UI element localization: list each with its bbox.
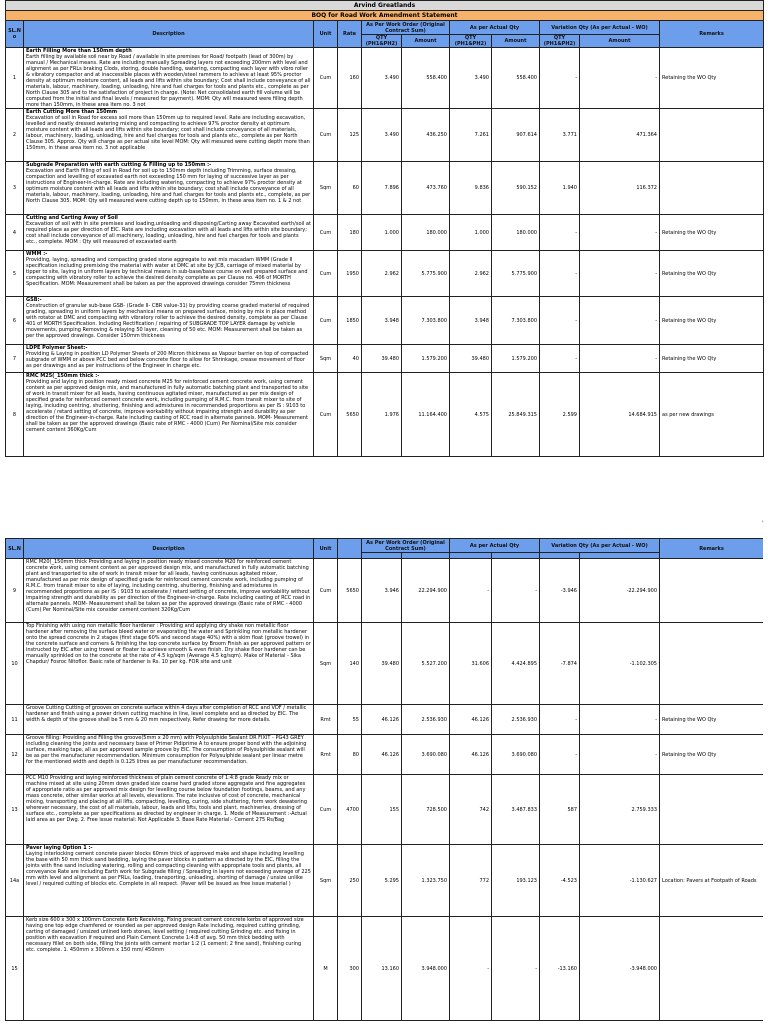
row-description-text: Excavation and Earth filling of soil in Road for soil up to 150mm depth including Trimming, surface dressing, compaction and levelling of excavated earth not exceeding 150 mm for laying of successive layer as per instructions of Engineer-in-charge. Rate are including watering, compacting to achieve 97% proctor density at optimum moisture content with all leads and lifts within site boundary; cost shall include conveyance of all materials, labour, machinery, loading, unloading, hire and fuel charges for tools and plants etc., complete, as per North Clause 305. MOM: Qty will measured were cutting depth up to 150mm, in these area item no. 1 & 2 not [26, 168, 311, 204]
row-description-text: Groove filling: Providing and Filling the groove(5mm x 20 mm) with Polysulphide Sealant DR FIXIT - PG43 GREY including cleaning the joints and necessary base of Primer Pidiprime A to ensure proper bond with the adjoining surface, masking tape, all as per approved sample groove by EIC. The consumption of Polysulphide sealant will be as per the manufacturer recommendation. Minimum consumption for Polysulphide sealant per linear metre for the mentioned width and depth is 0.125 litres as per manufacturer recommendation. [26, 735, 307, 765]
table-row [6, 345, 764, 373]
row-rate: 55 [338, 705, 362, 735]
row-rate: 160 [338, 48, 362, 109]
row-actual-qty: 772 [450, 845, 492, 917]
row-wo-amount: 436.250 [402, 109, 450, 162]
row-unit: Sqm [314, 345, 338, 373]
row-wo-qty: 3.490 [362, 48, 402, 109]
row-wo-amount: 7.303.800 [402, 297, 450, 345]
row-description [24, 48, 314, 109]
row-remarks: Retaining the WO Qty [660, 48, 764, 109]
header-slno: SL.N o [6, 21, 24, 48]
row-wo-amount: 3.948.000 [402, 917, 450, 1021]
row-remarks: Retaining the WO Qty [660, 251, 764, 297]
header-amount-wo: Amount [402, 35, 450, 48]
table-row [6, 735, 764, 775]
row-slno: 13 [6, 775, 24, 845]
row-actual-qty: 2.962 [450, 251, 492, 297]
row-description-text: Providing and laying in position ready mixed concrete M25 for reinforced cement concrete work, using cement content as per approved design mix, and manufactured in fully automatic batching plant and transported to site of work in transit mixer for all leads, having continuous agitated mixer, manufactured as per mix design of specified grade for reinforced cement concrete work, including pumping of R.M.C. from transit mixer to site of laying, including centring, shuttering, finishing and admixtures in recommended proportions as per IS : 9103 to accelerate / retard setting of concrete, improve workability without impairing strength and durability as per direction of the Engineer-in-charge. Rate including casting of RCC road in alternate pannels. MOM- Measurement shall be taken as per the approved drawings (Basic rate of RMC - 4000 (Cum) Per Nominal/Site mix consider cement content 360Kg/Cum [26, 379, 309, 433]
boq-rows-page-1 [6, 48, 764, 457]
row-actual-amount: 193.123 [492, 845, 540, 917]
row-variation-qty: -3.946 [540, 559, 580, 623]
header-amount-actual: Amount [492, 35, 540, 48]
row-description-text: Top Finishing with using non metallic floor hardener : Providing and applying dry shake non metallic floor hardener after removing the surface bleed water or evaporating the water and Sprinkling non metallic hardener onto the spread concrete in 2 stages (first stage 60% and second stage 40%) with a skim float (groove trowel) in the concrete surface and corners & finishing the top concrete surface by Broom Finish as per approved pattern or instructed by EIC after using trowel or floater to achieve smooth & even finish. Dry shake floor hardener can be manually sprinkled on to the concrete at the rate of 4.5 kg/sqm (Average 4.5 kg/sqm). Make of Material - Sika Chapdur/ Fosroc Nitoflor. Basic rate of hardener is Rs. 10 per kg. FOR site and unit [26, 623, 311, 665]
row-actual-qty: 742 [450, 775, 492, 845]
row-slno: 2 [6, 109, 24, 162]
row-rate: 180 [338, 215, 362, 251]
row-variation-amount: 2.759.333 [580, 775, 660, 845]
header-actual-group: As per Actual Qty [450, 21, 540, 35]
table-row [6, 917, 764, 1021]
row-remarks: Retaining the WO Qty [660, 705, 764, 735]
row-description-text: Providing, laying, spreading and compacting graded stone aggregate to wet mix macadam WMM (Grade II specification including premixing the material with water at DMC at site by JCB, carriage of mixed material by tipper to site, laying in uniform layers by technical means in sub-base/base course on well prepared surface and compacting with vibratory roller to achieve the desired density complete as per Clause no. 406 of MORTH Specification. MOM: Measurement shall be taken as per the approved drawings consider 75mm thickness [26, 257, 308, 287]
row-description-text: Excavation of soil with in site premises and loading,unloading and disposing/Carting away Excavated earth/soil at required place as per direction of EIC. Rate are including excavation with all leads and lifts within site boundary; cost shall include conveyance of all machinery, loading, unloading, hire and fuel charges for tools and plants etc., complete. MOM : Qty will measured of excavated earth [26, 221, 311, 245]
row-description [24, 559, 314, 623]
row-variation-amount: - [580, 48, 660, 109]
header-amount-variation: Amount [580, 35, 660, 48]
row-wo-qty: 1.976 [362, 373, 402, 457]
row-variation-amount: - [580, 345, 660, 373]
header-variation-group: Variation Qty (As per Actual - WO) [540, 21, 660, 35]
row-actual-amount: 3.690.080 [492, 735, 540, 775]
row-wo-amount: 22.294.900 [402, 559, 450, 623]
row-rate: 140 [338, 623, 362, 705]
row-actual-qty: 46.126 [450, 735, 492, 775]
table-row [6, 705, 764, 735]
row-variation-qty: -7.874 [540, 623, 580, 705]
row-variation-amount: - [580, 735, 660, 775]
row-unit: Cum [314, 373, 338, 457]
row-rate: 1850 [338, 297, 362, 345]
row-variation-qty: - [540, 215, 580, 251]
row-description [24, 705, 314, 735]
row-unit: Cum [314, 775, 338, 845]
row-wo-qty: 155 [362, 775, 402, 845]
row-unit: Cum [314, 109, 338, 162]
header-unit-2: Unit [314, 539, 338, 559]
row-slno: 4 [6, 215, 24, 251]
row-slno: 12 [6, 735, 24, 775]
row-wo-qty: 13.160 [362, 917, 402, 1021]
row-variation-qty: 587 [540, 775, 580, 845]
page-marker: ' [762, 520, 764, 527]
header-variation-group-2: Variation Qty (As per Actual - WO) [540, 539, 660, 553]
row-actual-qty: 4.575 [450, 373, 492, 457]
row-variation-amount: -22.294.900 [580, 559, 660, 623]
row-remarks [660, 623, 764, 705]
row-variation-qty: - [540, 705, 580, 735]
row-variation-amount: -3.948.000 [580, 917, 660, 1021]
row-description-text: Excavation of soil in Road for excess soil more than 150mm up to required level. Rate are including excavation, levelled and neatly dressed watering mixing and compacting to achieve 97% proctor density at optimum moisture content with all leads and lifts within site boundary; cost shall include conveyance of all materials, labour, machinery, loading, unloading, hire and fuel charges for tools and plants etc., complete as per North Clause 305. Approx. Qty will charge as per actual site level MOM: Qty will mesured were cutting depth more than 150mm, in these area item no. 3 not applicable [26, 115, 310, 151]
row-actual-amount: - [492, 559, 540, 623]
row-actual-qty: 31.606 [450, 623, 492, 705]
row-actual-amount: 1.579.200 [492, 345, 540, 373]
row-remarks [660, 775, 764, 845]
row-wo-qty: 5.295 [362, 845, 402, 917]
header-remarks-2: Remarks [660, 539, 764, 559]
row-wo-amount: 2.536.930 [402, 705, 450, 735]
header-description-2: Description [24, 539, 314, 559]
row-wo-qty: 3.948 [362, 297, 402, 345]
row-variation-qty: - [540, 48, 580, 109]
row-slno: 8 [6, 373, 24, 457]
row-wo-qty: 39.480 [362, 623, 402, 705]
row-description-text: Kerb size 600 x 300 x 100mm Concrete Kerb Receiving, Fixing precast cement concrete kerbs of approved size having one top edge chamfered or rounded as per approved design Rate including, required cutting grinding, carting of damaged / unsized unlined kerb stones, level setting / required cutting Grinding etc. and fixing in position with excavation if required and Plain Cement Concrete 1:4:8 of avg. 50 mm thick bedding with necessary fillet on both side, filling the joints with cement mortar 1:2 (1 cement: 2 fine sand), finishing curing etc. complete. 1. 450mm x 300mm x 150 mm/ 450mm [26, 917, 304, 953]
row-heading: RMC M25(_150mm thick :- [26, 373, 100, 379]
row-wo-amount: 5.527.200 [402, 623, 450, 705]
row-description [24, 373, 314, 457]
row-remarks [660, 109, 764, 162]
row-unit: Rmt [314, 705, 338, 735]
row-variation-qty: 1.940 [540, 162, 580, 215]
row-actual-amount: 558.400 [492, 48, 540, 109]
row-actual-amount: 25.849.315 [492, 373, 540, 457]
row-actual-qty: 1.000 [450, 215, 492, 251]
table-row [6, 775, 764, 845]
row-wo-amount: 558.400 [402, 48, 450, 109]
row-unit: M [314, 917, 338, 1021]
row-wo-amount: 473.760 [402, 162, 450, 215]
row-variation-qty: -13.160 [540, 917, 580, 1021]
row-wo-amount: 728.500 [402, 775, 450, 845]
header-unit: Unit [314, 21, 338, 48]
row-rate: 250 [338, 845, 362, 917]
row-variation-qty: - [540, 297, 580, 345]
row-wo-amount: 3.690.080 [402, 735, 450, 775]
row-variation-amount: - [580, 297, 660, 345]
boq-subtitle: BOQ for Road Work Amendment Statement [6, 11, 764, 21]
row-variation-amount: -1.130.627 [580, 845, 660, 917]
row-slno: 1 [6, 48, 24, 109]
row-description-text: RMC M20(_150mm thick Providing and laying in position ready mixed concrete M20 for reinforced cement concrete work, using cement content as per approved design mix, and manufactured in fully automatic batching plant and transported to site of work in transit mixer for all leads, having continuous agitated mixer, manufactured as per mix design of specified grade for reinforced cement concrete work, including pumping of R.M.C. from transit mixer to site of laying, including centring, shuttering, finishing and admixtures in recommended proportions as per IS : 9103 to accelerate / retard setting of concrete, improve workability without impairing strength and durability as per direction of the Engineer-in-charge. Rate including casting of RCC road in alternate pannels. MOM- Measurement shall be taken as per the approved drawings (Basic rate of RMC - 4000 (Cum) Per Nominal/Site mix consider cement content 320Kg/Cum [26, 559, 311, 613]
row-wo-qty: 46.126 [362, 705, 402, 735]
row-actual-qty: 9.836 [450, 162, 492, 215]
row-heading: GSB:- [26, 297, 42, 303]
row-remarks [660, 559, 764, 623]
row-variation-amount: - [580, 215, 660, 251]
header-wo-group: As Per Work Order (Original Contract Sum) [362, 21, 450, 35]
boq-rows-page-2 [6, 559, 764, 1021]
row-variation-amount: - [580, 705, 660, 735]
row-remarks: Retaining the WO Qty [660, 297, 764, 345]
row-heading: Subgrade Preparation with earth cutting & Filling up to 150mm :- [26, 162, 212, 168]
boq-page-2 [5, 538, 763, 1024]
row-wo-amount: 5.775.900 [402, 251, 450, 297]
row-unit: Cum [314, 251, 338, 297]
row-heading: Paver laying Option 1 :- [26, 845, 93, 851]
row-wo-amount: 1.323.750 [402, 845, 450, 917]
boq-table-page-1 [5, 0, 764, 457]
row-rate: 80 [338, 735, 362, 775]
header-rate-2 [338, 539, 362, 559]
row-variation-qty: - [540, 735, 580, 775]
row-unit: Cum [314, 559, 338, 623]
row-actual-qty: 3.948 [450, 297, 492, 345]
row-variation-amount: 116.372 [580, 162, 660, 215]
row-slno: 7 [6, 345, 24, 373]
row-remarks: Location: Pavers at Footpath of Roads [660, 845, 764, 917]
row-variation-qty: - [540, 345, 580, 373]
row-slno: 3 [6, 162, 24, 215]
row-unit: Cum [314, 215, 338, 251]
row-actual-amount: 907.614 [492, 109, 540, 162]
boq-page-1 [5, 0, 763, 500]
row-slno: 15 [6, 917, 24, 1021]
header-qty-wo: QTY (PH1&PH2) [362, 35, 402, 48]
row-actual-amount: - [492, 917, 540, 1021]
row-slno: 5 [6, 251, 24, 297]
row-heading: Earth Filling More than 150mm depth [26, 48, 132, 54]
row-unit: Sqm [314, 162, 338, 215]
row-slno: 9 [6, 559, 24, 623]
row-variation-amount: - [580, 251, 660, 297]
row-rate: 1950 [338, 251, 362, 297]
row-remarks [660, 162, 764, 215]
row-wo-amount: 180.000 [402, 215, 450, 251]
row-actual-amount: 3.487.833 [492, 775, 540, 845]
row-variation-qty: -4.523 [540, 845, 580, 917]
header-qty-actual: QTY (PH1&PH2) [450, 35, 492, 48]
row-remarks: Retaining the WO Qty [660, 735, 764, 775]
row-description [24, 215, 314, 251]
row-description [24, 345, 314, 373]
row-actual-qty: - [450, 917, 492, 1021]
header-slno-2: SL.N [6, 539, 24, 559]
row-rate: 40 [338, 345, 362, 373]
row-rate: 300 [338, 917, 362, 1021]
row-unit: Cum [314, 297, 338, 345]
row-variation-amount: -1.102.305 [580, 623, 660, 705]
header-wo-group-2: As Per Work Order (Original Contract Sum) [362, 539, 450, 553]
header-qty-variation: QTY (PH1&PH2) [540, 35, 580, 48]
row-wo-qty: 3.946 [362, 559, 402, 623]
row-description [24, 623, 314, 705]
row-heading: WMM :- [26, 251, 48, 257]
row-heading: Cutting and Carting Away of Soil [26, 215, 118, 221]
row-heading: Earth Cutting More than 150mm [26, 109, 118, 115]
row-unit: Rmt [314, 735, 338, 775]
row-wo-qty: 1.000 [362, 215, 402, 251]
project-title: Arvind Greatlands [6, 1, 764, 11]
table-row [6, 559, 764, 623]
header-rate: Rate [338, 21, 362, 48]
row-variation-amount: 471.364 [580, 109, 660, 162]
boq-table-page-2 [5, 538, 763, 1021]
row-actual-amount: 7.303.800 [492, 297, 540, 345]
row-slno: 11 [6, 705, 24, 735]
row-wo-qty: 7.896 [362, 162, 402, 215]
row-wo-amount: 11.164.400 [402, 373, 450, 457]
row-rate: 5650 [338, 373, 362, 457]
table-row [6, 373, 764, 457]
row-description [24, 845, 314, 917]
row-description-text: Earth filling by available soil near by Road / available in site premises for Road/ footpath (lead of 300m) by manual / Mechanical means. Rate are including manually Spreading layers not exceeding 200mm with level and alignment as per FRLs braking Clods, storing, double handling, watering, compacting each layer with vibro roller & vibratory compactor and at inaccessible places with wooden/steel rammers to achieve at least 95% proctor density at optimum moisture content, all leads and lifts within site boundary; Cost shall include conveyance of all materials, labour, machinery, loading, unloading, hire and fuel charges for tools and plants etc., complete as per North Clause 305 and to the satisfaction of project in charge. (Note: Net consolidated earth fill volume will be computed from the initial and final levels / measured for payment). MOM: Qty will measured were filling depth more than 150mm, in these area item no. 3 not [26, 54, 311, 108]
table-row [6, 48, 764, 109]
row-wo-qty: 39.480 [362, 345, 402, 373]
row-wo-qty: 3.490 [362, 109, 402, 162]
row-unit: Sqm [314, 845, 338, 917]
table-row [6, 623, 764, 705]
row-slno: 10 [6, 623, 24, 705]
row-description [24, 775, 314, 845]
row-description [24, 251, 314, 297]
row-actual-qty: 46.126 [450, 705, 492, 735]
row-actual-amount: 4.424.895 [492, 623, 540, 705]
row-wo-qty: 2.962 [362, 251, 402, 297]
header-description: Description [24, 21, 314, 48]
row-description-text: Construction of granular sub-base GSB- (Grade II- CBR value-31) by providing coarse graded material of required grading, spreading in uniform layers by mechanical means on prepared surface, mixing by mix in place method with rotator at DMC and compacting with vibratory roller to achieve the desired density, complete as per Clause 401 of MORTH Specification. Including Rectification / repairing of SUBGRADE TOP LAYER damage by vehicle movements, pumping Removing & relaying 50 layer, cleaning of 50 etc. MOM: Measurement shall be taken as per the approved drawings. Consider 150mm thickness [26, 303, 310, 339]
row-rate: 60 [338, 162, 362, 215]
row-variation-amount: 14.684.915 [580, 373, 660, 457]
row-actual-qty: 39.480 [450, 345, 492, 373]
row-rate: 5650 [338, 559, 362, 623]
row-remarks: as per new drawings [660, 373, 764, 457]
row-actual-qty: 3.490 [450, 48, 492, 109]
header-remarks: Remarks [660, 21, 764, 48]
row-variation-qty: 3.771 [540, 109, 580, 162]
row-description [24, 109, 314, 162]
row-slno: 6 [6, 297, 24, 345]
table-row [6, 297, 764, 345]
row-slno: 14a [6, 845, 24, 917]
row-unit: Cum [314, 48, 338, 109]
row-actual-qty: - [450, 559, 492, 623]
row-rate: 125 [338, 109, 362, 162]
row-actual-amount: 590.152 [492, 162, 540, 215]
row-description [24, 297, 314, 345]
row-description-text: Providing & Laying in position LD Polymer Sheets of 200 Micron thickness as Vapour barrier on top of compacted subgrade of WMM or above PCC bed and below concrete floor to allow for Shrinkage, crease movement of floor as per drawings and as per instructions of the Engineer in charge etc. [26, 351, 309, 369]
row-actual-amount: 5.775.900 [492, 251, 540, 297]
row-wo-qty: 46.126 [362, 735, 402, 775]
row-actual-qty: 7.261 [450, 109, 492, 162]
row-variation-qty: 2.599 [540, 373, 580, 457]
row-variation-qty: - [540, 251, 580, 297]
row-description-text: PCC M10 Providing and laying reinforced thickness of plain cement concrete of 1:4:8 grade Ready mix or machine mixed at site using 20mm down graded size coarse hard graded stone aggregate and fine aggregates of appropriate ratio as per approved mix design for levelling course below foundation footings, beams, and any mass concrete, other similar works at all levels, elevations. The rate inclusive of cost of concrete, mechanical mixing, transporting and placing at all lifts, compacting, levelling, curing, side shuttering, form work dewatering wherever necessary, the cost of all materials, labour, leads and lifts, tools and plant, machineries, dressing of surface etc., complete as per specifications as directed by engineer in charge. 1. Mode of Measurement :-Actual laid area as per Dwg. 2. Free issue material: Not Applicable 3. Base Rate Material:- Cement 275 Rs/Bag [26, 775, 308, 823]
table-row [6, 162, 764, 215]
table-row [6, 845, 764, 917]
row-wo-amount: 1.579.200 [402, 345, 450, 373]
table-row [6, 251, 764, 297]
header-actual-group-2: As per Actual Qty [450, 539, 540, 553]
table-row [6, 215, 764, 251]
row-description [24, 917, 314, 1021]
row-description [24, 162, 314, 215]
row-remarks: Retaining the WO Qty [660, 215, 764, 251]
table-row [6, 109, 764, 162]
row-description-text: Laying interlocking cement concrete paver blocks 60mm thick of approved make and shape including levelling the base with 50 mm thick sand bedding, laying the paver blocks in pattern as directed by the EIC, filling the joints with fine sand including watering, rolling and compacting cleaning with appropriate tools and plants, all conveyance Rate are including Earth work for Subgrade filling / Spreading in layers not exceeding average of 225 mm with level and alignment as per FRLs, loading, transporting, unloading, shorting of damage / unsize unlike level / required cutting of blocks etc. Complete in all respect. (Paver will be issued as free issue material ) [26, 851, 311, 887]
row-description [24, 735, 314, 775]
row-actual-amount: 2.536.930 [492, 705, 540, 735]
row-actual-amount: 180.000 [492, 215, 540, 251]
row-description-text: Groove Cutting Cutting of grooves on concrete surface within 4 days after completion of RCC and VDF / metallic hardener and finish using a power driven cutting machine in line, level complete and as directed by EIC. The width & depth of the groove shall be 5 mm & 20 mm respectively. Refer drawing for more details. [26, 705, 307, 723]
row-remarks [660, 917, 764, 1021]
row-heading: LDPE Polymer Sheet:- [26, 345, 88, 351]
row-unit: Sqm [314, 623, 338, 705]
row-rate: 4700 [338, 775, 362, 845]
row-remarks: Retaining the WO Qty [660, 345, 764, 373]
